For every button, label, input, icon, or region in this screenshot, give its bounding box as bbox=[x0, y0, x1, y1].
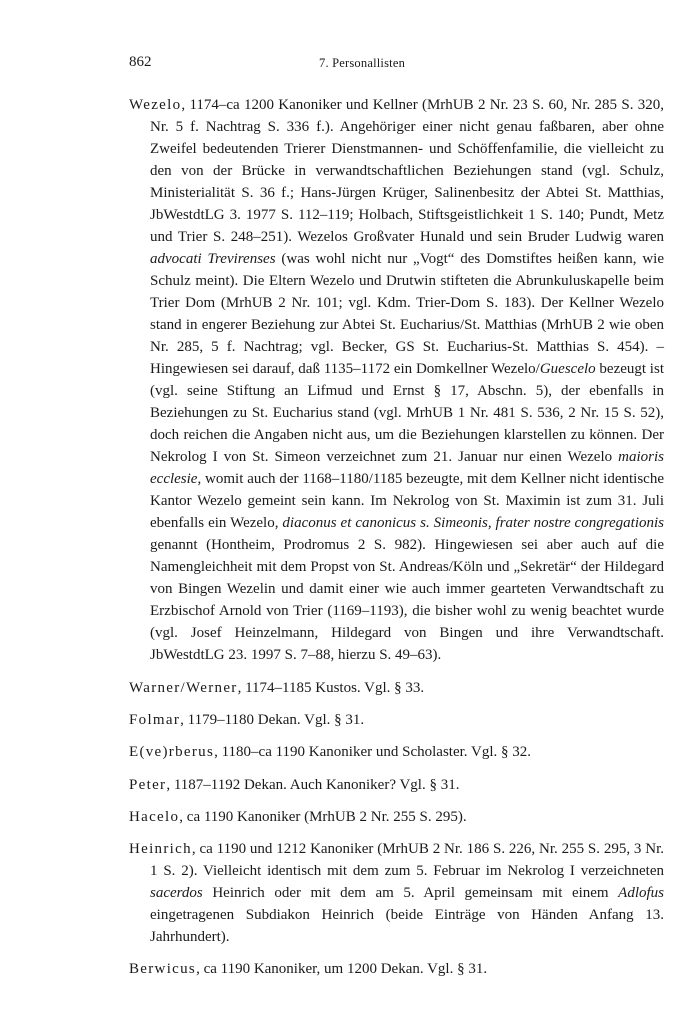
italic-phrase: advocati Trevirenses bbox=[150, 251, 276, 267]
italic-phrase: Adlofus bbox=[618, 884, 664, 901]
entry-hacelo bbox=[129, 806, 664, 828]
entry-text: Heinrich oder mit dem am 5. April gemeinsam mit einem bbox=[202, 884, 619, 901]
page-header bbox=[129, 54, 659, 74]
entry-name: Warner/Werner bbox=[129, 680, 238, 696]
entry-text: (was wohl nicht nur „Vogt“ des Domstiftes heißen kann, wie Schulz meint). Die Eltern Wezelo und Drutwin stifteten die Abrunkuluskapelle beim Trier Dom (MrhUB 2 Nr. 101; vgl. Kdm. Trier-Dom S. 183). Der Kellner Wezelo stand in engerer Beziehung zur Abtei St. Eucharius/St. Matthias (MrhUB 2 wie oben Nr. 285, 5 f. Nachtrag; vgl. Becker, GS St. Eucharius-St. Matthias S. 454). – Hingewiesen sei darauf, daß 1135–1172 ein Domkellner Wezelo/ bbox=[150, 251, 664, 377]
entry-name: Berwicus bbox=[129, 961, 197, 978]
entry-text: , ca 1190 Kanoniker (MrhUB 2 Nr. 255 S. 295). bbox=[179, 808, 467, 825]
entry-text: eingetragenen Subdiakon Heinrich (beide Einträge von Händen Anfang 13. Jahrhundert). bbox=[150, 906, 664, 945]
entry-folmar bbox=[129, 709, 664, 731]
entry-text: , 1174–ca 1200 Kanoniker und Kellner (MrhUB 2 Nr. 23 S. 60, Nr. 285 S. 320, Nr. 5 f. Nachtrag S. 336 f.). Angehöriger einer nicht genau faßbaren, aber ohne Zweifel bedeutenden Trierer Dienstmannen- und Schöffenfamilie, die vielleicht zu den von der Brücke in verwandtschaftlichen Beziehungen stand (vgl. Schulz, Ministerialität S. 36 f.; Hans-Jürgen Krüger, Salinenbesitz der Abtei St. Matthias, JbWestdtLG 3. 1977 S. 112–119; Holbach, Stiftsgeistlichkeit 1 S. 140; Pundt, Metz und Trier S. 248–251). Wezelos Großvater Hunald und sein Bruder Ludwig waren bbox=[150, 97, 664, 245]
italic-phrase: diaconus et canonicus s. Simeonis, frater nostre congregationis bbox=[282, 515, 664, 531]
entry-text: , womit auch der 1168–1180/1185 bezeugte, mit dem Kellner nicht identische Kantor Wezelo gemeint sein kann. Im Nekrolog von St. Maximin ist zum 31. Juli ebenfalls ein Wezelo, bbox=[150, 471, 664, 531]
italic-phrase: sacerdos bbox=[150, 884, 203, 901]
running-head: 7. Personallisten bbox=[319, 56, 406, 70]
italic-phrase: Guescelo bbox=[539, 361, 596, 377]
italic-phrase: maioris ecclesie bbox=[150, 449, 664, 487]
entry-text: , 1187–1192 Dekan. Auch Kanoniker? Vgl. § 31. bbox=[166, 776, 460, 793]
entry-name: Hacelo bbox=[129, 808, 180, 825]
entry-everberus bbox=[129, 741, 664, 763]
entry-text: , ca 1190 und 1212 Kanoniker (MrhUB 2 Nr. 186 S. 226, Nr. 255 S. 295, 3 Nr. 1 S. 2). Vielleicht identisch mit dem zum 5. Februar im Nekrolog I verzeichneten bbox=[150, 840, 664, 879]
entry-name: Wezelo bbox=[129, 97, 182, 113]
entry-warner bbox=[129, 677, 664, 699]
main-text bbox=[129, 94, 664, 990]
entry-wezelo bbox=[129, 94, 664, 666]
entry-heinrich bbox=[129, 838, 664, 948]
entry-text: bezeugt ist (vgl. seine Stiftung an Lifmud und Ernst § 17, Abschn. 5), der ebenfalls in Beziehungen zu St. Eucharius stand (vgl. MrhUB 1 Nr. 481 S. 536, 2 Nr. 15 S. 52), doch reichen die Angaben nicht aus, um die Beziehungen klarstellen zu können. Der Nekrolog I von St. Simeon verzeichnet zum 21. Januar nur einen Wezelo bbox=[150, 361, 664, 465]
entry-text: , 1179–1180 Dekan. Vgl. § 31. bbox=[180, 712, 365, 729]
entry-name: Peter bbox=[129, 776, 167, 793]
entry-peter bbox=[129, 774, 664, 796]
entry-name: Folmar bbox=[129, 712, 181, 729]
entry-text: , ca 1190 Kanoniker, um 1200 Dekan. Vgl. § 31. bbox=[196, 961, 488, 978]
page-number: 862 bbox=[129, 54, 152, 70]
entry-text: , 1174–1185 Kustos. Vgl. § 33. bbox=[237, 680, 425, 696]
entry-name: E(ve)rberus bbox=[129, 744, 215, 761]
entry-berwicus bbox=[129, 958, 664, 980]
entry-name: Heinrich bbox=[129, 840, 192, 857]
entry-text: , 1180–ca 1190 Kanoniker und Scholaster. Vgl. § 32. bbox=[214, 744, 532, 761]
entry-text: genannt (Hontheim, Prodromus 2 S. 982). Hingewiesen sei aber auch auf die Namengleichheit mit dem Propst von St. Andreas/Köln und „Sekretär“ der Hildegard von Bingen Wezelin und damit einer wie auch immer gearteten Verwandtschaft zu Erzbischof Arnold von Trier (1169–1193), die bisher wohl zu wenig beachtet wurde (vgl. Josef Heinzelmann, Hildegard von Bingen und ihre Verwandtschaft. JbWestdtLG 23. 1997 S. 7–88, hierzu S. 49–63). bbox=[150, 537, 664, 663]
